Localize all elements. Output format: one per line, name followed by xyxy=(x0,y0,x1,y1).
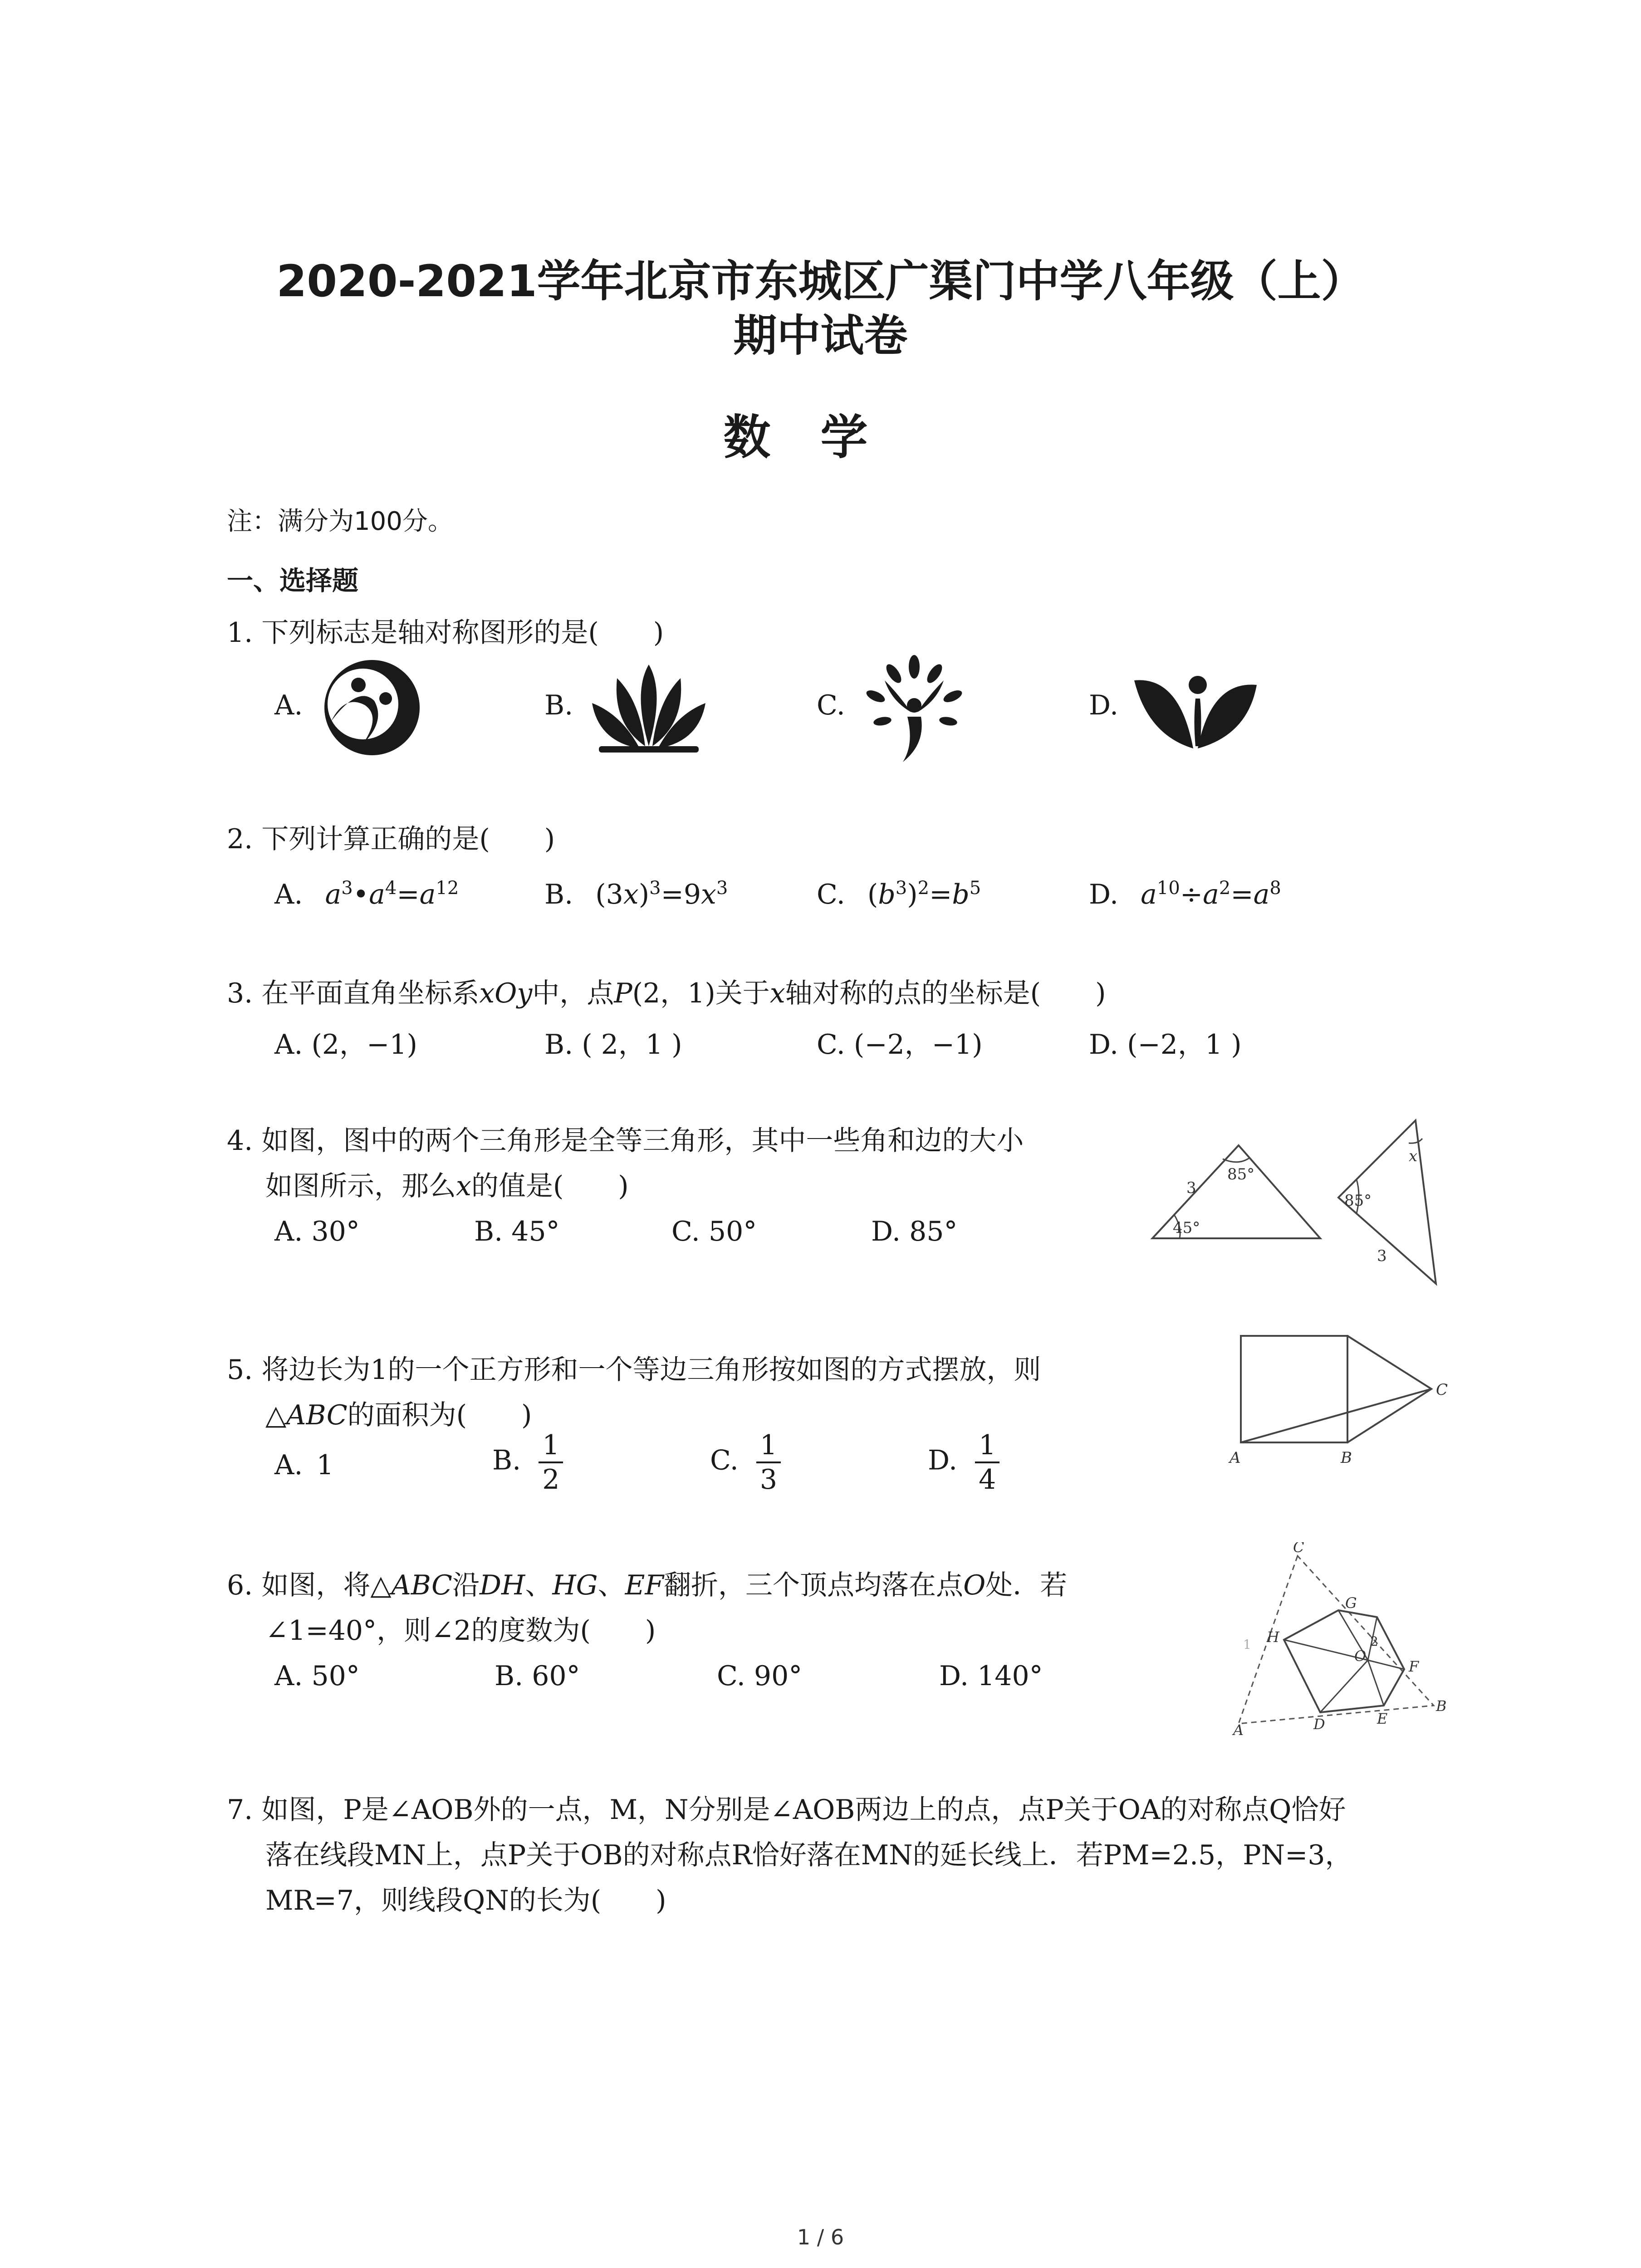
q5-label-b: B xyxy=(1341,1449,1352,1467)
logo-c-tree-figure-icon xyxy=(857,653,971,767)
q2-option-a: A. $a^3•a^4=a^{12}$ xyxy=(274,878,459,910)
q4-label-side-left: 3 xyxy=(1186,1179,1196,1197)
q2-stem: 2. 下列计算正确的是( ) xyxy=(227,823,555,855)
q4-option-c: C. 50° xyxy=(671,1216,757,1247)
q6-label-2: 2 xyxy=(1370,1634,1378,1649)
q5-b-denominator: 2 xyxy=(542,1464,560,1496)
q3-option-c: C. (−2，−1) xyxy=(817,1029,983,1061)
q6-option-d: D. 140° xyxy=(939,1660,1043,1692)
q3-stem-end: 轴对称的点的坐标是( ) xyxy=(785,978,1106,1009)
q5-option-c-fraction xyxy=(756,1429,781,1496)
logo-d-leaves-icon xyxy=(1130,667,1261,753)
q3-stem-p: P xyxy=(614,978,632,1009)
q4-stem-line2 xyxy=(265,1168,629,1204)
q5-option-b-fraction xyxy=(539,1429,563,1496)
q4-triangles-figure xyxy=(1148,1116,1447,1288)
q6-label-o: O xyxy=(1354,1647,1367,1665)
q5-d-denominator: 4 xyxy=(979,1464,996,1496)
exam-title-line2: 期中试卷 xyxy=(733,310,908,361)
q3-option-d: D. (−2，1 ) xyxy=(1089,1029,1242,1061)
logo-b-lotus-icon xyxy=(585,660,712,760)
q3-stem-mid: 中，点 xyxy=(532,978,614,1009)
q6-stem-o: O xyxy=(963,1569,986,1601)
q6-stem-abc: ABC xyxy=(391,1569,452,1601)
q5-c-numerator: 1 xyxy=(756,1429,781,1463)
q4-stem-line2-var: x xyxy=(456,1170,471,1202)
q5-stem-line2 xyxy=(265,1397,532,1433)
q6-stem-pre: 6. 如图，将△ xyxy=(227,1569,392,1601)
q3-stem-pre: 3. 在平面直角坐标系 xyxy=(227,978,480,1009)
q2-option-c-letter: C. xyxy=(817,879,845,910)
q5-option-a xyxy=(274,1449,334,1481)
q4-label-angle-left: 45° xyxy=(1173,1219,1200,1237)
q1-option-c-label: C. xyxy=(817,689,845,721)
q6-stem-post: 翻折，三个顶点均落在点 xyxy=(664,1569,964,1601)
q5-option-a-value: 1 xyxy=(316,1449,334,1481)
q4-label-angle-top: 85° xyxy=(1227,1165,1255,1183)
q6-option-c: C. 90° xyxy=(717,1660,803,1692)
q6-option-a: A. 50° xyxy=(274,1660,360,1692)
q6-label-b: B xyxy=(1436,1697,1447,1715)
q5-stem-line2-pre: △ xyxy=(265,1399,287,1431)
q5-square xyxy=(1241,1336,1347,1442)
q6-stem-dh: DH xyxy=(479,1569,525,1601)
q3-option-a: A. (2，−1) xyxy=(274,1029,417,1061)
q5-option-c-letter: C. xyxy=(710,1444,739,1476)
q2-option-a-letter: A. xyxy=(274,879,303,910)
q6-label-e: E xyxy=(1377,1710,1388,1727)
q2-option-c: C. $(b^3)^2=b^5$ xyxy=(817,878,981,910)
q1-option-a-label: A. xyxy=(274,689,303,721)
q4-option-b: B. 45° xyxy=(474,1216,560,1247)
q4-stem-line1: 4. 如图，图中的两个三角形是全等三角形，其中一些角和边的大小 xyxy=(227,1125,1024,1157)
q5-square-triangle-figure xyxy=(1225,1325,1465,1479)
q6-stem-sep2: 、 xyxy=(598,1569,625,1601)
q7-stem-line3: MR=7，则线段QN的长为( ) xyxy=(265,1885,666,1916)
q6-stem-line2: ∠1=40°，则∠2的度数为( ) xyxy=(265,1615,656,1647)
q4-stem-line2-post: 的值是( ) xyxy=(471,1170,629,1202)
q5-segment-ac xyxy=(1241,1389,1431,1442)
q6-stem-line1 xyxy=(227,1567,1067,1603)
q5-equilateral-triangle xyxy=(1347,1336,1431,1442)
q1-option-b-label: B. xyxy=(544,689,573,721)
q6-label-g: G xyxy=(1345,1594,1357,1612)
q1-option-d-label: D. xyxy=(1089,689,1119,721)
q6-stem-sep1: 、 xyxy=(525,1569,553,1601)
q6-label-c: C xyxy=(1293,1542,1304,1556)
exam-title-line1: 2020-2021学年北京市东城区广渠门中学八年级（上） xyxy=(276,256,1365,307)
q6-label-a: A xyxy=(1233,1721,1244,1737)
q6-folded-hexagon xyxy=(1284,1610,1404,1712)
q5-label-a: A xyxy=(1230,1449,1241,1467)
q1-stem: 1. 下列标志是轴对称图形的是( ) xyxy=(227,617,664,649)
q3-option-b: B. ( 2，1 ) xyxy=(544,1029,682,1061)
logo-a-swirl-icon xyxy=(313,653,431,762)
q6-stem-hg: HG xyxy=(552,1569,598,1601)
q5-option-b-letter: B. xyxy=(492,1444,521,1476)
q5-option-a-letter: A. xyxy=(274,1449,303,1481)
q7-stem-line1: 7. 如图，P是∠AOB外的一点，M，N分别是∠AOB两边上的点，点P关于OA的对称点Q恰好 xyxy=(227,1794,1346,1826)
q4-label-angle-x: x xyxy=(1409,1147,1418,1165)
q3-stem-var: xOy xyxy=(479,978,533,1009)
q6-option-b: B. 60° xyxy=(495,1660,580,1692)
q6-folding-figure xyxy=(1225,1542,1461,1737)
q5-c-denominator: 3 xyxy=(759,1464,778,1496)
q2-option-b: B. $(3x)^3=9x^3$ xyxy=(544,878,728,910)
q4-label-side-right: 3 xyxy=(1377,1247,1387,1265)
q5-option-d xyxy=(928,1429,999,1496)
q3-stem xyxy=(227,975,1106,1012)
q6-label-d: D xyxy=(1313,1716,1325,1733)
q2-option-d-letter: D. xyxy=(1089,879,1119,910)
q4-stem-line2-pre: 如图所示，那么 xyxy=(265,1170,456,1202)
q3-stem-x: x xyxy=(769,978,785,1009)
q5-b-numerator: 1 xyxy=(539,1429,563,1463)
q5-d-numerator: 1 xyxy=(975,1429,999,1463)
q5-option-b xyxy=(492,1429,563,1496)
q5-option-c xyxy=(710,1429,781,1496)
subject-heading: 数学 xyxy=(723,410,918,465)
q4-label-angle-85: 85° xyxy=(1344,1192,1372,1210)
q6-label-h: H xyxy=(1267,1628,1279,1646)
q6-stem-mid: 沿 xyxy=(452,1569,480,1601)
q4-option-a: A. 30° xyxy=(274,1216,360,1247)
q2-option-b-letter: B. xyxy=(544,879,573,910)
score-note: 注：满分为100分。 xyxy=(227,507,453,536)
q6-stem-end: 处．若 xyxy=(985,1569,1068,1601)
section-heading-choice: 一、选择题 xyxy=(227,565,359,596)
q5-option-d-fraction xyxy=(975,1429,999,1496)
q5-stem-line1: 5. 将边长为1的一个正方形和一个等边三角形按如图的方式摆放，则 xyxy=(227,1354,1041,1386)
q5-stem-line2-post: 的面积为( ) xyxy=(347,1399,532,1431)
q4-option-d: D. 85° xyxy=(871,1216,958,1247)
q6-label-1: 1 xyxy=(1243,1637,1251,1652)
q7-stem-line2: 落在线段MN上，点P关于OB的对称点R恰好落在MN的延长线上．若PM=2.5，PN=3， xyxy=(265,1839,1352,1871)
page-number: 1 / 6 xyxy=(797,2225,844,2249)
q6-label-f: F xyxy=(1409,1658,1419,1675)
q5-stem-line2-var: ABC xyxy=(286,1399,348,1431)
q6-stem-ef: EF xyxy=(625,1569,664,1601)
q2-option-d: D. $a^{10}\div a^2=a^8$ xyxy=(1089,878,1281,910)
q3-stem-post: (2，1)关于 xyxy=(632,978,770,1009)
q5-option-d-letter: D. xyxy=(928,1444,958,1476)
q5-label-c: C xyxy=(1436,1381,1448,1399)
